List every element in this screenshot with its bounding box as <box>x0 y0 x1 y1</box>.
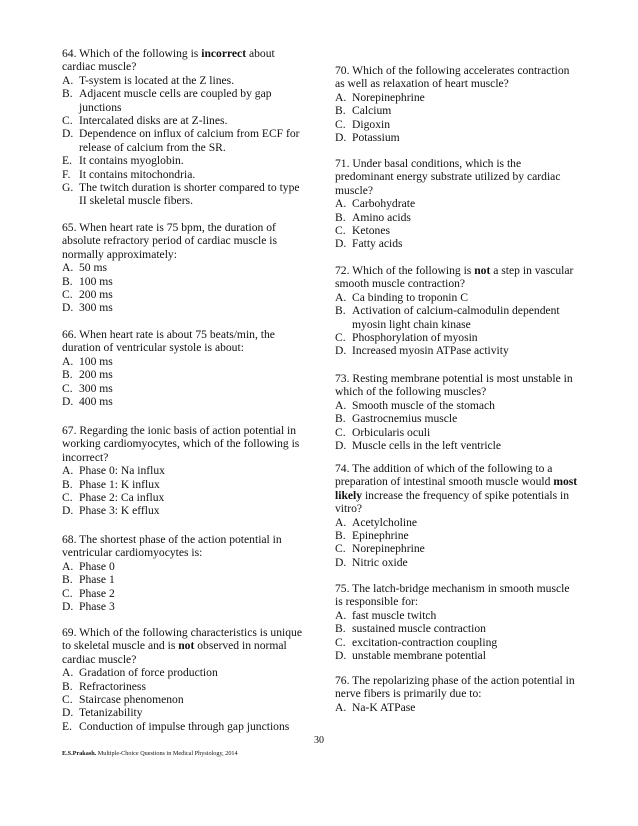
option-text: Intercalated disks are at Z-lines. <box>79 114 228 128</box>
option-d <box>335 556 580 569</box>
option-text: Calcium <box>352 104 392 118</box>
question-75 <box>335 582 580 662</box>
option-text: excitation-contraction coupling <box>352 635 498 649</box>
stem-emphasis: not <box>474 264 491 277</box>
stem-text: 69. Which of the following characteristics is unique to skeletal muscle and is <box>62 626 302 653</box>
footer-title: Multiple-Choice Questions in Medical Physiology, 2014 <box>96 750 238 757</box>
option-text: Phase 1 <box>79 573 115 587</box>
option-text: 100 ms <box>79 274 113 288</box>
option-letter: D. <box>335 439 347 453</box>
option-text: Phase 3 <box>79 600 115 614</box>
option-a <box>335 197 580 210</box>
option-letter: C. <box>62 693 73 707</box>
option-letter: A. <box>335 290 347 304</box>
stem-text: 72. Which of the following is <box>335 264 475 277</box>
option-text: Activation of calcium-calmodulin dependent myosin light chain kinase <box>352 304 560 331</box>
option-letter: C. <box>62 381 73 395</box>
stem-text: increase the frequency of spike potentials in vitro? <box>335 488 570 516</box>
option-text: Tetanizability <box>79 706 143 720</box>
option-d <box>62 301 307 314</box>
stem-text: a step in vascular smooth muscle contraction? <box>335 264 574 291</box>
option-b <box>335 211 580 224</box>
option-d <box>62 127 307 154</box>
option-text: Dependence on influx of calcium from ECF for release of calcium from the SR. <box>79 127 300 154</box>
option-a <box>335 609 580 622</box>
option-text: The twitch duration is shorter compared to type II skeletal muscle fibers. <box>79 181 300 208</box>
option-letter: B. <box>62 87 73 101</box>
option-b <box>335 529 580 542</box>
option-e <box>62 154 307 167</box>
option-c <box>335 118 580 131</box>
option-c <box>62 587 307 600</box>
option-a <box>62 464 307 477</box>
option-d <box>62 504 307 517</box>
option-c <box>62 693 307 706</box>
stem-text: observed in normal cardiac muscle? <box>62 639 287 666</box>
question-stem: 73. Resting membrane potential is most unstable in which of the following muscles? <box>335 372 573 399</box>
option-text: Phase 2: Ca influx <box>79 491 165 505</box>
option-a <box>62 355 307 368</box>
question-stem: 68. The shortest phase of the action potential in ventricular cardiomyocytes is: <box>62 533 282 560</box>
page-number: 30 <box>314 735 324 746</box>
option-text: It contains mitochondria. <box>79 167 196 181</box>
option-text: sustained muscle contraction <box>352 622 486 636</box>
option-e <box>62 720 307 733</box>
option-letter: A. <box>335 90 347 104</box>
option-c <box>62 382 307 395</box>
option-text: Carbohydrate <box>352 197 416 211</box>
option-text: Gastrocnemius muscle <box>352 412 458 426</box>
question-stem: 70. Which of the following accelerates contraction as well as relaxation of heart muscle? <box>335 64 570 91</box>
question-stem: 67. Regarding the ionic basis of action potential in working cardiomyocytes, which of the following is incorrect? <box>62 424 300 464</box>
page-footer <box>62 747 238 760</box>
option-letter: D. <box>62 395 74 409</box>
option-d <box>62 706 307 719</box>
question-71 <box>335 157 580 251</box>
option-letter: B. <box>335 304 346 318</box>
option-text: Increased myosin ATPase activity <box>352 344 509 358</box>
option-text: 200 ms <box>79 288 113 302</box>
question-stem: 66. When heart rate is about 75 beats/min, the duration of ventricular systole is about: <box>62 328 275 355</box>
option-b <box>335 412 580 425</box>
option-letter: C. <box>335 542 346 556</box>
question-stem <box>335 462 580 516</box>
option-letter: B. <box>335 622 346 636</box>
option-b <box>62 478 307 491</box>
option-text: Digoxin <box>352 117 391 131</box>
option-text: 200 ms <box>79 368 113 382</box>
option-d <box>335 649 580 662</box>
option-b <box>335 104 580 117</box>
option-letter: C. <box>335 635 346 649</box>
question-stem <box>335 264 580 291</box>
stem-text: 74. The addition of which of the following to a preparation of intestinal smooth muscle would <box>335 462 554 489</box>
option-text: Potassium <box>352 131 400 145</box>
option-text: fast muscle twitch <box>352 608 437 622</box>
option-letter: B. <box>62 679 73 693</box>
option-letter: B. <box>62 573 73 587</box>
option-letter: E. <box>62 719 72 733</box>
option-d <box>62 600 307 613</box>
option-letter: D. <box>335 649 347 663</box>
option-text: Ketones <box>352 224 390 238</box>
option-b <box>335 304 580 331</box>
option-letter: C. <box>62 586 73 600</box>
question-74 <box>335 462 580 569</box>
question-65 <box>62 221 307 315</box>
option-c <box>335 331 580 344</box>
option-text: It contains myoglobin. <box>79 154 184 168</box>
option-text: Staircase phenomenon <box>79 693 184 707</box>
option-letter: A. <box>62 73 74 87</box>
option-a <box>62 666 307 679</box>
option-letter: B. <box>335 529 346 543</box>
option-f <box>62 168 307 181</box>
option-text: Smooth muscle of the stomach <box>352 398 495 412</box>
option-letter: C. <box>335 425 346 439</box>
option-b <box>62 87 307 114</box>
footer-author: E.S.Prakash. <box>62 750 97 757</box>
option-letter: A. <box>335 700 347 714</box>
question-stem: 75. The latch-bridge mechanism in smooth muscle is responsible for: <box>335 582 570 609</box>
option-text: Conduction of impulse through gap junctions <box>79 719 290 733</box>
option-letter: D. <box>335 131 347 145</box>
option-text: T-system is located at the Z lines. <box>79 73 235 87</box>
option-letter: D. <box>62 127 74 141</box>
option-letter: D. <box>335 555 347 569</box>
option-b <box>62 573 307 586</box>
option-d <box>335 439 580 452</box>
option-letter: D. <box>62 504 74 518</box>
option-text: Fatty acids <box>352 237 403 251</box>
option-c <box>62 491 307 504</box>
option-letter: B. <box>335 210 346 224</box>
stem-emphasis: not <box>178 639 195 653</box>
option-text: Ca binding to troponin C <box>352 290 468 304</box>
option-letter: B. <box>62 274 73 288</box>
stem-emphasis: most likely <box>335 475 578 502</box>
option-text: 300 ms <box>79 381 113 395</box>
question-76 <box>335 674 580 714</box>
option-a <box>335 91 580 104</box>
option-d <box>62 395 307 408</box>
option-b <box>62 680 307 693</box>
option-text: Phase 0: Na influx <box>79 464 165 478</box>
option-letter: C. <box>335 331 346 345</box>
option-letter: A. <box>62 354 74 368</box>
option-text: unstable membrane potential <box>352 649 486 663</box>
option-text: 100 ms <box>79 354 113 368</box>
option-text: Norepinephrine <box>352 90 425 104</box>
option-letter: B. <box>335 104 346 118</box>
option-a <box>62 560 307 573</box>
option-a <box>335 701 580 714</box>
option-letter: C. <box>335 224 346 238</box>
question-stem <box>62 47 307 74</box>
option-a <box>62 261 307 274</box>
option-text: Amino acids <box>352 210 411 224</box>
option-b <box>62 275 307 288</box>
option-text: 300 ms <box>79 301 113 315</box>
stem-emphasis: incorrect <box>201 47 247 60</box>
option-b <box>335 622 580 635</box>
option-a <box>62 74 307 87</box>
question-72 <box>335 264 580 358</box>
question-73 <box>335 372 580 452</box>
question-stem: 76. The repolarizing phase of the action potential in nerve fibers is primarily due to: <box>335 674 575 701</box>
option-c <box>62 288 307 301</box>
option-text: Na-K ATPase <box>352 700 416 714</box>
option-g <box>62 181 307 208</box>
option-text: 400 ms <box>79 395 113 409</box>
option-text: Epinephrine <box>352 529 409 543</box>
option-letter: F. <box>62 167 71 181</box>
option-letter: D. <box>62 301 74 315</box>
option-text: Phase 1: K influx <box>79 477 160 491</box>
option-c <box>335 636 580 649</box>
option-text: Phase 3: K efflux <box>79 504 160 518</box>
option-b <box>62 368 307 381</box>
option-text: Phase 2 <box>79 586 115 600</box>
question-stem <box>62 626 307 666</box>
option-c <box>62 114 307 127</box>
question-64 <box>62 47 307 208</box>
stem-text: 64. Which of the following is <box>62 47 202 60</box>
question-70 <box>335 64 580 144</box>
option-d <box>335 344 580 357</box>
option-a <box>335 516 580 529</box>
option-letter: E. <box>62 154 72 168</box>
option-text: Adjacent muscle cells are coupled by gap junctions <box>79 87 272 114</box>
option-text: Gradation of force production <box>79 666 218 680</box>
question-stem: 71. Under basal conditions, which is the predominant energy substrate utilized by cardiac muscle? <box>335 157 561 197</box>
option-letter: D. <box>62 706 74 720</box>
option-letter: A. <box>335 608 347 622</box>
option-text: Acetylcholine <box>352 515 418 529</box>
option-text: Orbicularis oculi <box>352 425 431 439</box>
option-letter: B. <box>62 368 73 382</box>
option-letter: C. <box>335 117 346 131</box>
option-letter: B. <box>62 477 73 491</box>
option-c <box>335 542 580 555</box>
option-letter: A. <box>335 197 347 211</box>
option-text: Phase 0 <box>79 559 115 573</box>
option-d <box>335 237 580 250</box>
option-text: Norepinephrine <box>352 542 425 556</box>
option-text: Muscle cells in the left ventricle <box>352 439 502 453</box>
option-letter: A. <box>62 261 74 275</box>
option-letter: B. <box>335 412 346 426</box>
option-c <box>335 426 580 439</box>
option-letter: A. <box>335 398 347 412</box>
option-c <box>335 224 580 237</box>
option-letter: A. <box>62 559 74 573</box>
option-text: Phosphorylation of myosin <box>352 331 478 345</box>
option-letter: C. <box>62 491 73 505</box>
option-a <box>335 399 580 412</box>
option-text: Refractoriness <box>79 679 146 693</box>
option-text: 50 ms <box>79 261 108 275</box>
option-letter: A. <box>62 464 74 478</box>
option-a <box>335 291 580 304</box>
question-stem: 65. When heart rate is 75 bpm, the duration of absolute refractory period of cardiac muscle is normally approximately: <box>62 221 278 261</box>
question-68 <box>62 533 307 613</box>
question-66 <box>62 328 307 408</box>
option-letter: D. <box>335 344 347 358</box>
question-67 <box>62 424 307 518</box>
option-letter: D. <box>335 237 347 251</box>
stem-text: about cardiac muscle? <box>62 47 275 74</box>
option-letter: C. <box>62 288 73 302</box>
option-text: Nitric oxide <box>352 555 408 569</box>
option-letter: G. <box>62 181 74 195</box>
option-letter: C. <box>62 114 73 128</box>
option-letter: D. <box>62 600 74 614</box>
option-d <box>335 131 580 144</box>
option-letter: A. <box>335 515 347 529</box>
question-69 <box>62 626 307 733</box>
option-letter: A. <box>62 666 74 680</box>
